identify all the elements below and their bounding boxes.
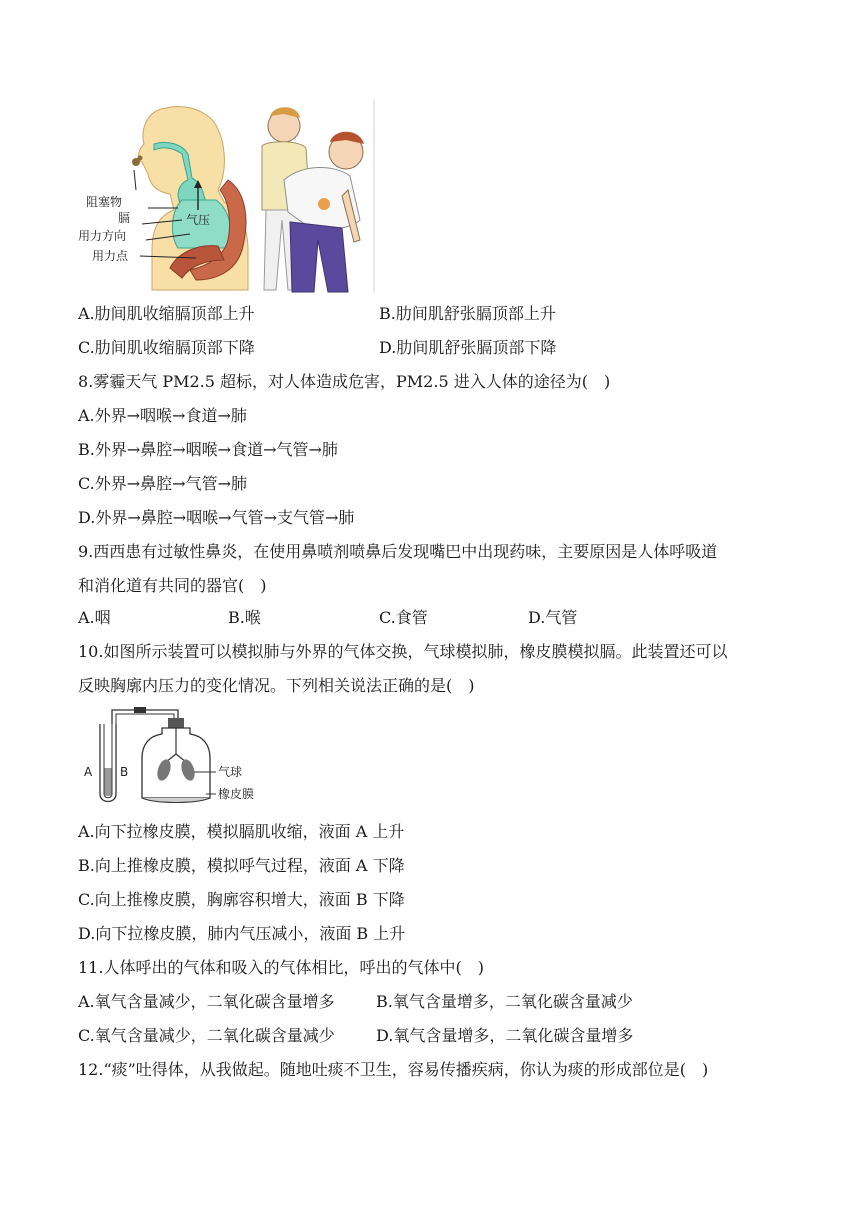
label-force-direction: 用力方向: [78, 229, 127, 243]
q8-option-c: C.外界→鼻腔→气管→肺: [78, 474, 247, 493]
label-diaphragm: 膈: [118, 211, 131, 225]
pressure-label: 气压: [186, 213, 211, 227]
q10-option-d: D.向下拉橡皮膜，肺内气压减小，液面 B 上升: [78, 924, 406, 943]
q7-option-d: D.肋间肌舒张膈顶部下降: [379, 338, 557, 357]
q9-option-b: B.喉: [228, 608, 261, 627]
q11-option-d: D.氧气含量增多，二氧化碳含量增多: [376, 1026, 634, 1045]
q11-stem: 11.人体呼出的气体和吸入的气体相比，呼出的气体中( ): [78, 958, 484, 977]
q9-option-d: D.气管: [528, 608, 578, 627]
body-cross-section: [78, 107, 248, 290]
q8-option-d: D.外界→鼻腔→咽喉→气管→支气管→肺: [78, 508, 355, 527]
q10-option-a: A.向下拉橡皮膜，模拟膈肌收缩，液面 A 上升: [78, 822, 405, 841]
label-force-point: 用力点: [92, 249, 129, 263]
rescuer-victim-illustration: [262, 100, 374, 292]
q11-option-c: C.氧气含量减少，二氧化碳含量减少: [78, 1026, 335, 1045]
q7-option-a: A.肋间肌收缩膈顶部上升: [78, 304, 255, 323]
label-obstruction: 阻塞物: [86, 195, 123, 209]
balloon-label: 气球: [218, 765, 243, 779]
q8-option-b: B.外界→鼻腔→咽喉→食道→气管→肺: [78, 440, 338, 459]
q9-stem-line1: 9.西西患有过敏性鼻炎，在使用鼻喷剂喷鼻后发现嘴巴中出现药味，主要原因是人体呼吸道: [78, 542, 718, 561]
lung-model-figure: [78, 702, 268, 812]
q10-option-b: B.向上推橡皮膜，模拟呼气过程，液面 A 下降: [78, 856, 405, 875]
q8-stem: 8.雾霾天气 PM2.5 超标，对人体造成危害，PM2.5 进入人体的途径为( ): [78, 372, 611, 391]
tube-label-a: A: [84, 765, 93, 779]
tube-label-b: B: [120, 765, 129, 779]
q7-option-c: C.肋间肌收缩膈顶部下降: [78, 338, 255, 357]
q10-option-c: C.向上推橡皮膜，胸廓容积增大，液面 B 下降: [78, 890, 405, 909]
q10-stem-line2: 反映胸廓内压力的变化情况。下列相关说法正确的是( ): [78, 676, 475, 695]
q11-option-b: B.氧气含量增多，二氧化碳含量减少: [376, 992, 633, 1011]
membrane-label: 橡皮膜: [218, 787, 255, 801]
q9-option-c: C.食管: [379, 608, 428, 627]
q7-option-b: B.肋间肌舒张膈顶部上升: [379, 304, 556, 323]
heimlich-figure: [78, 100, 378, 295]
q11-option-a: A.氧气含量减少，二氧化碳含量增多: [78, 992, 335, 1011]
q8-option-a: A.外界→咽喉→食道→肺: [78, 406, 247, 425]
q9-stem-line2: 和消化道有共同的器官( ): [78, 576, 267, 595]
q10-stem-line1: 10.如图所示装置可以模拟肺与外界的气体交换，气球模拟肺，橡皮膜模拟膈。此装置还可以: [78, 642, 728, 661]
q12-stem: 12.“痰”吐得体，从我做起。随地吐痰不卫生，容易传播疾病，你认为痰的形成部位是( ): [78, 1060, 709, 1079]
q9-option-a: A.咽: [78, 608, 111, 627]
